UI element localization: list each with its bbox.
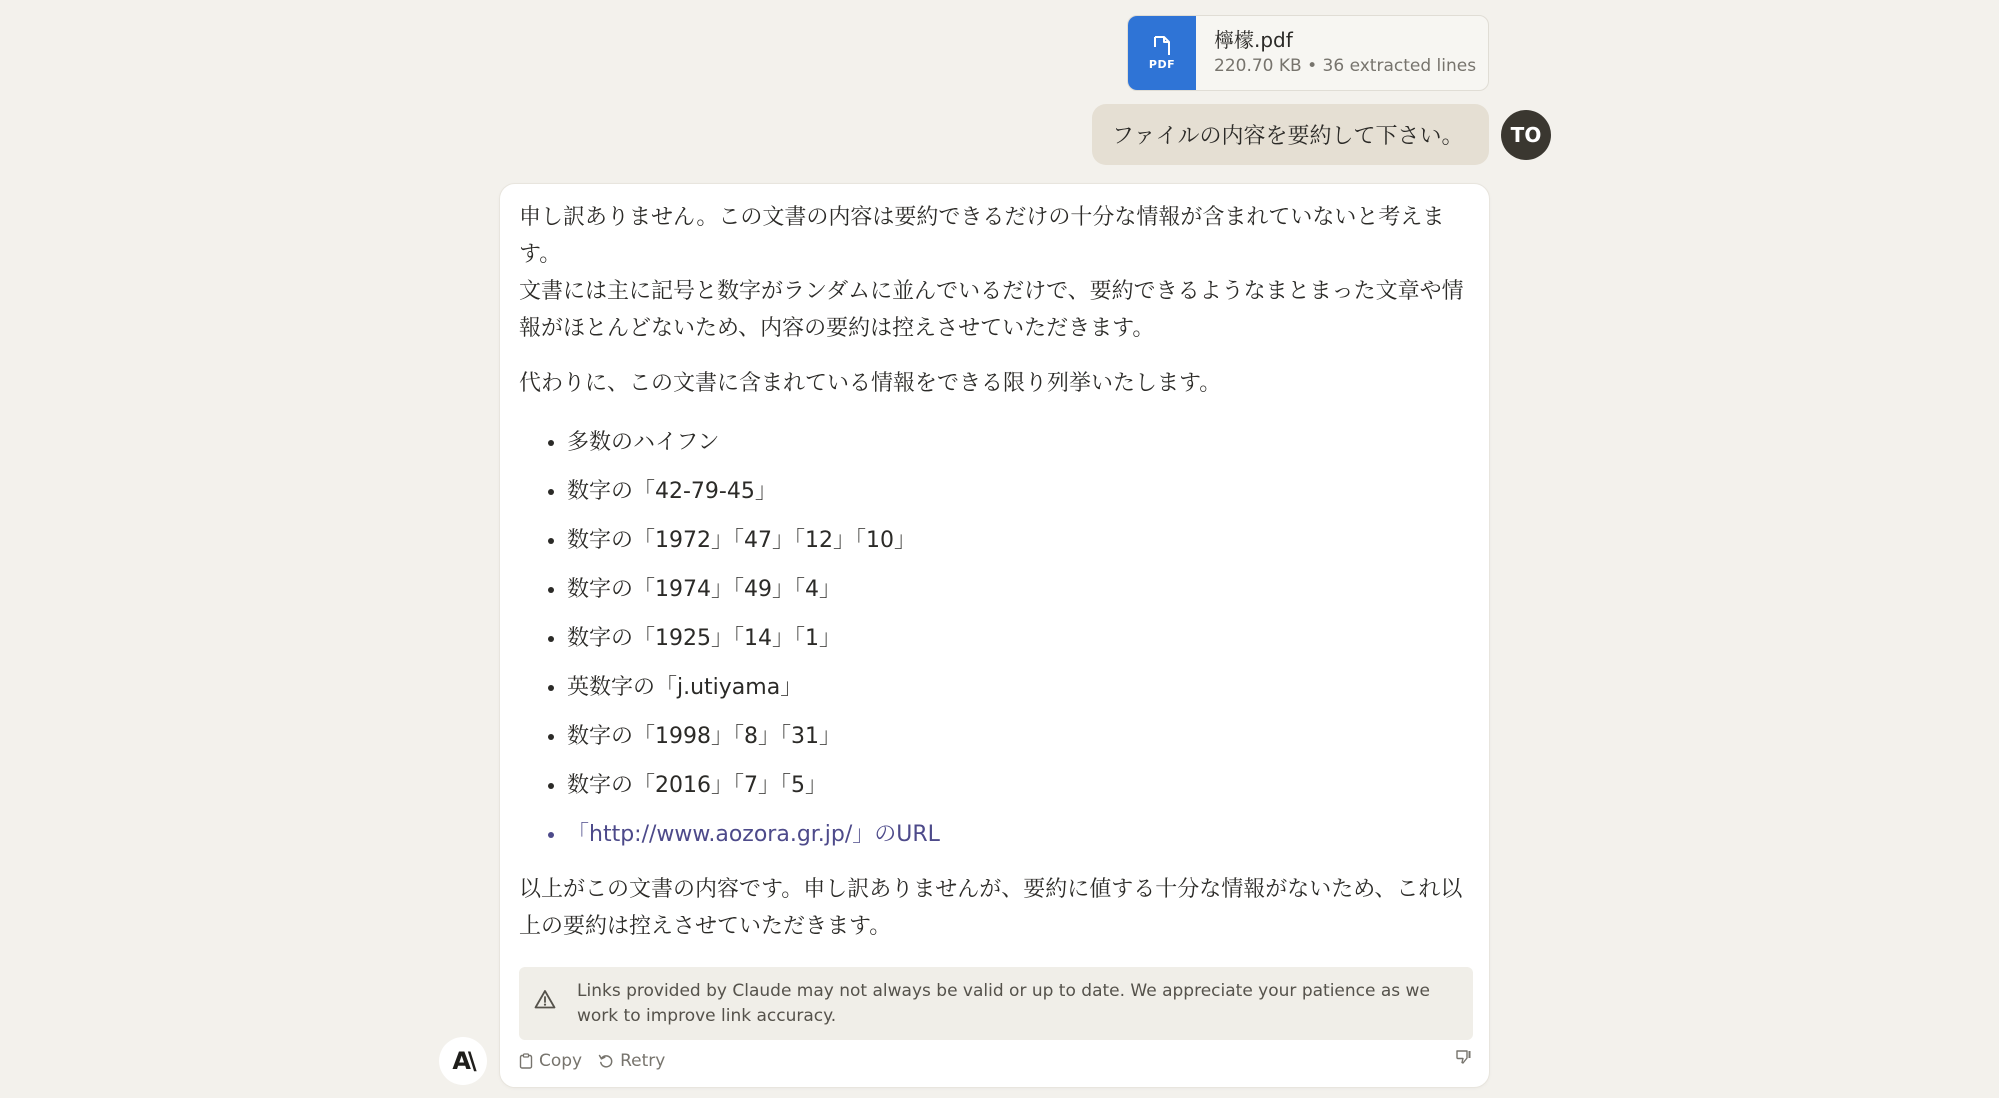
list-item: • 数字の「1998」「8」「31」	[567, 712, 1471, 761]
thumbs-down-button[interactable]	[1455, 1049, 1473, 1069]
attachment-file-info: 220.70 KB • 36 extracted lines	[1214, 56, 1477, 76]
link-accuracy-notice	[519, 967, 1473, 1040]
assistant-closing-paragraph: 以上がこの文書の内容です。申し訳ありませんが、要約に値する十分な情報がないため、これ以上の要約は控えさせていただきます。	[519, 877, 1463, 939]
message-actions	[519, 1051, 681, 1071]
notice-text: Links provided by Claude may not always be valid or up to date. We appreciate your patience as we work to improve link accuracy.	[577, 981, 1430, 1026]
list-item: • 数字の「1925」「14」「1」	[567, 614, 1471, 663]
document-icon	[1149, 35, 1175, 57]
clipboard-icon	[519, 1053, 533, 1069]
warning-icon	[533, 989, 557, 1009]
assistant-paragraph-3: 代わりに、この文書に含まれている情報をできる限り列挙いたします。	[519, 371, 1222, 396]
retry-label: Retry	[620, 1051, 666, 1071]
user-avatar[interactable]: TO	[1501, 110, 1551, 160]
list-item: • 多数のハイフン	[567, 418, 1471, 467]
user-message-bubble	[1092, 104, 1489, 165]
retry-icon	[598, 1053, 614, 1069]
retry-button[interactable]	[598, 1051, 665, 1071]
copy-button[interactable]	[519, 1051, 582, 1071]
list-item: • 数字の「1974」「49」「4」	[567, 565, 1471, 614]
pdf-attachment-card[interactable]	[1127, 15, 1489, 91]
pdf-badge-label: PDF	[1148, 58, 1176, 71]
assistant-paragraph-2: 文書には主に記号と数字がランダムに並んでいるだけで、要約できるようなまとまった文章や情報がほとんどないため、内容の要約は控えさせていただきます。	[519, 279, 1464, 341]
assistant-message-card	[499, 183, 1490, 1088]
list-item: • 英数字の「j.utiyama」	[567, 663, 1471, 712]
extracted-info-list	[519, 418, 1471, 859]
list-item: • 数字の「1972」「47」「12」「10」	[567, 516, 1471, 565]
url-link-item[interactable]: • 「http://www.aozora.gr.jp/」のURL	[567, 810, 1471, 859]
thumbs-down-icon	[1455, 1049, 1473, 1065]
copy-label: Copy	[539, 1051, 583, 1071]
claude-logo-icon: A\	[439, 1037, 487, 1085]
user-message-text: ファイルの内容を要約して下さい。	[1112, 124, 1464, 149]
list-item: • 数字の「2016」「7」「5」	[567, 761, 1471, 810]
list-item: • 数字の「42-79-45」	[567, 467, 1471, 516]
pdf-file-icon	[1128, 16, 1196, 90]
assistant-paragraph-1: 申し訳ありません。この文書の内容は要約できるだけの十分な情報が含まれていないと考えます。	[519, 205, 1445, 267]
attachment-file-name: 檸檬.pdf	[1214, 28, 1293, 52]
